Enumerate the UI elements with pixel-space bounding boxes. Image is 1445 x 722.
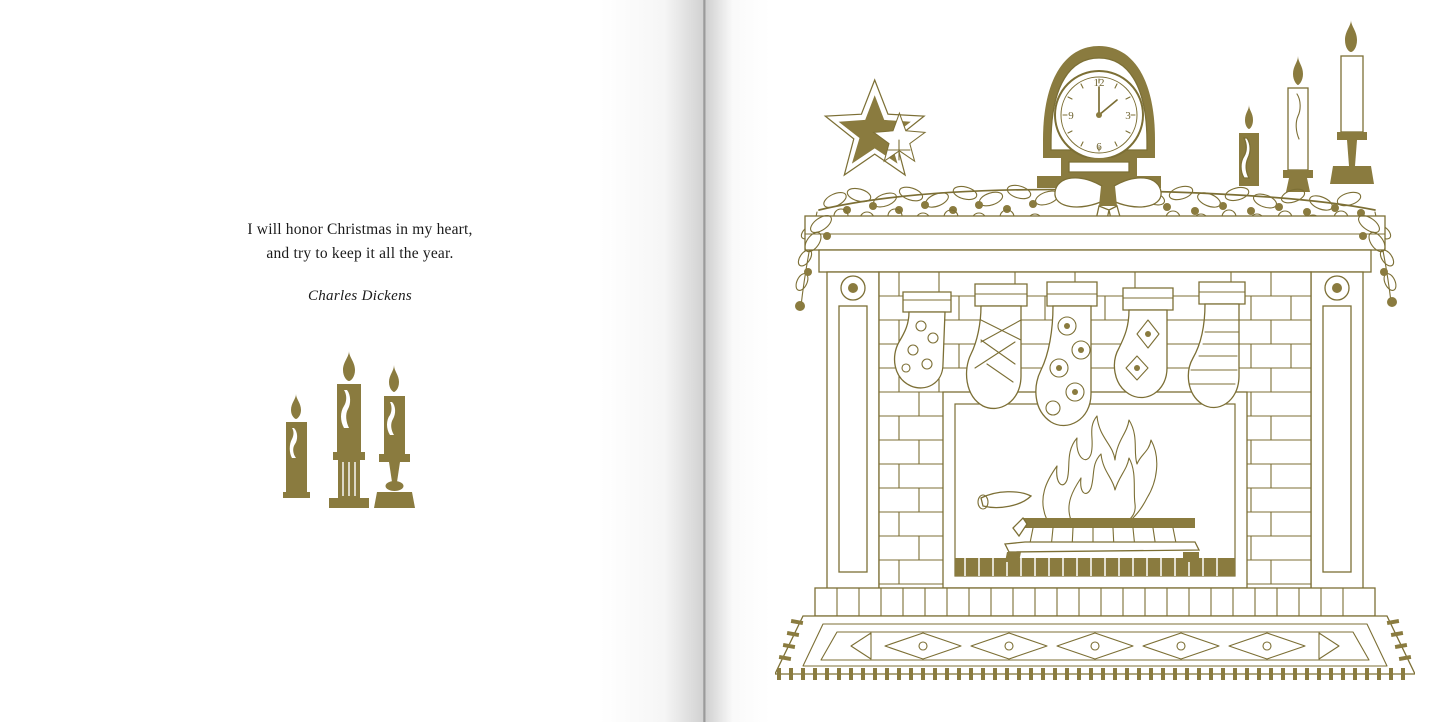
hearth-base — [815, 588, 1375, 616]
stocking — [967, 284, 1027, 408]
candle-holder-cup-right — [379, 454, 410, 462]
candle-holder-column-center — [333, 452, 365, 460]
mantel-candles — [1239, 20, 1374, 192]
clock-numeral-9: 9 — [1068, 110, 1074, 122]
clock-numeral-12: 12 — [1093, 77, 1105, 89]
quote-block — [170, 218, 550, 305]
quote-attribution: Charles Dickens — [307, 288, 413, 305]
quote-line-2: and try to keep it all the year. — [266, 245, 454, 263]
three-candles-illustration — [265, 340, 445, 530]
candle-holder-knob-right — [386, 481, 404, 491]
hearth-rug — [775, 616, 1415, 680]
candle-holder-base-right — [374, 492, 415, 508]
mantel-shelf — [805, 216, 1385, 272]
christmas-fireplace-illustration — [775, 20, 1415, 680]
candle-flame-right — [389, 365, 399, 392]
quote-line-1: I will honor Christmas in my heart, — [247, 221, 473, 238]
clock-numeral-3: 3 — [1125, 110, 1131, 122]
left-page — [0, 0, 703, 722]
candle-holder-stem-right — [389, 462, 400, 482]
clock-numeral-6: 6 — [1096, 141, 1102, 153]
star-ornament — [825, 80, 924, 175]
mantel-clock — [1037, 46, 1161, 188]
right-page — [703, 0, 1445, 722]
candle-flame-center — [343, 351, 355, 381]
candle-flame-small — [291, 394, 301, 419]
stocking — [1114, 288, 1173, 398]
candle-base-small — [283, 492, 310, 498]
candle-holder-base-center — [329, 498, 369, 508]
